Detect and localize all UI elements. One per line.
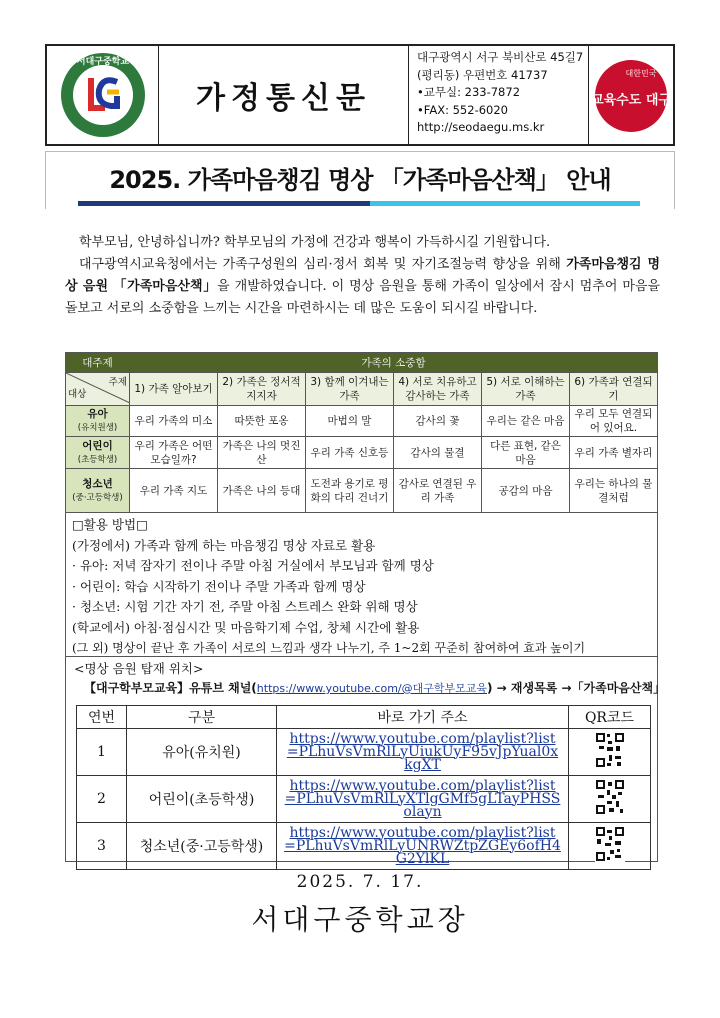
method-title: □활용 방법□ (72, 517, 148, 532)
playlist-url[interactable]: https://www.youtube.com/playlist?list=PLhuVsVmRlLyUNRWZtpZGEy6ofH4G2YlKL (284, 824, 561, 867)
school-logo (47, 46, 159, 144)
path-prefix: 【대구학부모교육】유튜브 채널( (84, 681, 257, 695)
table-cell: 다른 표현, 같은 마음 (482, 437, 570, 469)
city-logo-small: 대한민국 (625, 69, 657, 78)
header-main-topic-label: 대주제 (66, 353, 130, 373)
title-underline-navy (78, 201, 370, 206)
intro-body (65, 254, 660, 320)
column-header: 2) 가족은 정서적 지지자 (218, 373, 306, 406)
table-row (77, 823, 651, 870)
audio-location-box (65, 657, 666, 867)
city-logo-text: 교육수도 대구 (591, 93, 671, 108)
city-education-logo (589, 46, 673, 144)
table-cell: 감사로 연결된 우리 가족 (394, 469, 482, 513)
page-title: 가정통신문 (159, 46, 409, 144)
playlist-link[interactable] (277, 776, 569, 823)
table-cell: 따뜻한 포옹 (218, 406, 306, 437)
table-row (66, 437, 658, 469)
method-line: · 유아: 저녁 잠자기 전이나 주말 아침 거실에서 부모님과 함께 명상 (72, 558, 434, 573)
row-number: 3 (77, 823, 127, 870)
header-target-word: 대상 (68, 389, 87, 400)
address-line: 대구광역시 서구 북비산로 45길7 (417, 50, 584, 64)
channel-path (84, 679, 665, 696)
table-cell: 우리 가족 신호등 (306, 437, 394, 469)
title-underline-cyan (370, 201, 640, 206)
table-row (77, 729, 651, 776)
header-diagonal-cell (66, 373, 130, 406)
table-cell: 우리 가족의 미소 (130, 406, 218, 437)
qr-code-icon[interactable] (569, 823, 651, 870)
playlist-url[interactable]: https://www.youtube.com/playlist?list=PLhuVsVmRlLyXTlgGMf5gLTayPHSSolayn (284, 777, 561, 820)
intro-greeting: 학부모님, 안녕하십니까? 학부모님의 가정에 건강과 행복이 가득하시길 기원합니다. (79, 235, 551, 250)
row-label (66, 406, 130, 437)
column-header: 바로 가기 주소 (277, 706, 569, 729)
channel-link[interactable]: https://www.youtube.com/@대구학부모교육 (256, 682, 488, 695)
table-cell: 가족은 나의 등대 (218, 469, 306, 513)
row-label-sub: (초등학생) (77, 454, 118, 465)
header-box (45, 44, 675, 146)
qr-code-icon[interactable] (569, 729, 651, 776)
method-line: (그 외) 명상이 끝난 후 가족이 서로의 느낌과 생각 나누기, 주 1~2회 꾸준히 참여하여 효과 높이기 (72, 641, 586, 655)
playlist-url[interactable]: https://www.youtube.com/playlist?list=PLhuVsVmRlLyUiukUyF95vJpYual0xkgXT (286, 730, 559, 773)
table-cell: 공감의 마음 (482, 469, 570, 513)
column-header: 3) 함께 이겨내는 가족 (306, 373, 394, 406)
table-cell: 우리는 하나의 물결처럼 (570, 469, 658, 513)
office-phone: •교무실: 233-7872 (417, 85, 521, 99)
row-type: 어린이(초등학생) (127, 776, 277, 823)
table-cell: 도전과 용기로 평화의 다리 건너기 (306, 469, 394, 513)
row-label-text: 청소년 (82, 477, 113, 490)
theme-table (65, 352, 658, 513)
table-cell: 우리는 같은 마음 (482, 406, 570, 437)
usage-method-box (65, 512, 658, 657)
column-header: 4) 서로 치유하고 감사하는 가족 (394, 373, 482, 406)
table-cell: 마법의 말 (306, 406, 394, 437)
header-topic-word: 주제 (108, 377, 127, 388)
school-contact-info (409, 46, 589, 144)
path-suffix: ) → 재생목록 →「가족마음산책」 (487, 681, 666, 695)
table-cell: 우리 가족 별자리 (570, 437, 658, 469)
table-cell: 우리 가족은 어떤 모습일까? (130, 437, 218, 469)
header-main-topic: 가족의 소중함 (130, 353, 658, 373)
postal-line: (평리동) 우편번호 41737 (417, 67, 548, 82)
table-cell: 우리 모두 연결되어 있어요. (570, 406, 658, 437)
column-header: 5) 서로 이해하는 가족 (482, 373, 570, 406)
row-number: 2 (77, 776, 127, 823)
method-line: (학교에서) 아침·점심시간 및 마음학기제 수업, 창체 시간에 활용 (72, 619, 420, 635)
column-header: QR코드 (569, 706, 651, 729)
method-line: · 어린이: 학습 시작하기 전이나 주말 가족과 함께 명상 (72, 578, 366, 594)
column-header: 구분 (127, 706, 277, 729)
intro-body-bold: 가족마음챙김 명상 음원 「가족마음산책」 (65, 257, 660, 294)
qr-code-icon[interactable] (569, 776, 651, 823)
column-header: 6) 가족과 연결되기 (570, 373, 658, 406)
method-line: (가정에서) 가족과 함께 하는 마음챙김 명상 자료로 활용 (72, 537, 376, 553)
intro-text (65, 232, 660, 320)
location-title: <명상 음원 탑재 위치> (74, 661, 204, 676)
row-label (66, 469, 130, 513)
row-type: 청소년(중·고등학생) (127, 823, 277, 870)
method-line: · 청소년: 시험 기간 자기 전, 주말 아침 스트레스 완화 위해 명상 (72, 599, 418, 614)
table-cell: 감사의 물결 (394, 437, 482, 469)
fax-number: •FAX: 552-6020 (417, 102, 508, 117)
links-table (76, 705, 651, 870)
logo-text: 서대구중학교 (76, 57, 130, 67)
playlist-link[interactable] (277, 729, 569, 776)
school-principal: 서대구중학교장 (251, 903, 469, 936)
issue-date: 2025. 7. 17. (296, 872, 424, 892)
row-type: 유아(유치원) (127, 729, 277, 776)
main-title: 2025. 가족마음챙김 명상 「가족마음산책」 안내 (109, 166, 611, 194)
column-header: 1) 가족 알아보기 (130, 373, 218, 406)
row-label-sub: (중·고등학생) (72, 492, 123, 503)
table-cell: 가족은 나의 멋진 산 (218, 437, 306, 469)
row-label (66, 437, 130, 469)
row-label-text: 어린이 (82, 439, 113, 452)
row-number: 1 (77, 729, 127, 776)
table-cell: 우리 가족 지도 (130, 469, 218, 513)
table-row (66, 406, 658, 437)
table-row (77, 776, 651, 823)
intro-body-post: 을 개발하였습니다. 이 명상 음원을 통해 가족이 일상에서 잠시 멈추어 마음을 돌보고 서로의 소중함을 느끼는 시간을 마련하시는 데 많은 도움이 되시길 바랍니다. (65, 279, 660, 316)
row-label-sub: (유치원생) (77, 423, 118, 433)
table-cell: 감사의 꽃 (394, 406, 482, 437)
column-header: 연번 (77, 706, 127, 729)
row-label-text: 유아 (87, 408, 108, 420)
website-link[interactable]: http://seodaegu.ms.kr (417, 120, 545, 134)
table-row (66, 469, 658, 513)
intro-body-pre: 대구광역시교육청에서는 가족구성원의 심리·정서 회복 및 자기조절능력 향상을 위해 (79, 257, 561, 272)
playlist-link[interactable] (277, 823, 569, 870)
